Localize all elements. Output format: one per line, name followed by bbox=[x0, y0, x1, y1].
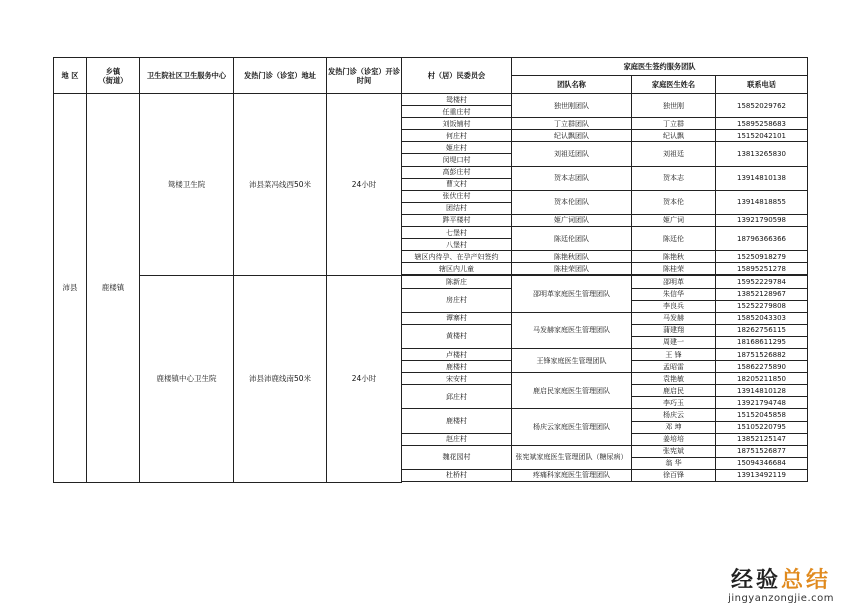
village-cell: 辖区内儿童 bbox=[402, 263, 512, 275]
phone-cell: 15852029762 bbox=[716, 94, 808, 118]
header-region: 地 区 bbox=[54, 58, 87, 94]
phone-cell: 18262756115 bbox=[716, 324, 808, 336]
doctor-cell: 翁 华 bbox=[632, 457, 716, 469]
village-cell: 鹿楼村 bbox=[402, 409, 512, 433]
team-name-cell: 丁立群团队 bbox=[512, 118, 632, 130]
header-team-section: 家庭医生签约服务团队 bbox=[512, 58, 808, 76]
village-cell: 高彭庄村 bbox=[402, 166, 512, 178]
phone-cell: 13913492119 bbox=[716, 469, 808, 481]
phone-cell: 15862275890 bbox=[716, 361, 808, 373]
doctor-cell: 朱信华 bbox=[632, 288, 716, 300]
doctor-cell: 杨庆云 bbox=[632, 409, 716, 421]
region-cell: 沛县 bbox=[54, 94, 87, 483]
phone-cell: 18205211850 bbox=[716, 373, 808, 385]
header-doctor-name: 家庭医生姓名 bbox=[632, 76, 716, 94]
village-cell: 八堡村 bbox=[402, 239, 512, 251]
phone-cell: 15952229784 bbox=[716, 276, 808, 288]
doctor-cell: 贺本志 bbox=[632, 166, 716, 190]
phone-cell: 15152045858 bbox=[716, 409, 808, 421]
phone-cell: 13813265830 bbox=[716, 142, 808, 166]
team-name-cell: 陈桂荣团队 bbox=[512, 263, 632, 275]
header-town: 乡镇 （街道） bbox=[87, 58, 140, 94]
town-cell: 鹿楼镇 bbox=[87, 94, 140, 483]
village-cell: 曹文村 bbox=[402, 178, 512, 190]
village-cell: 邱庄村 bbox=[402, 385, 512, 409]
doctor-cell: 贺本伦 bbox=[632, 190, 716, 214]
doctor-cell: 孟昭雷 bbox=[632, 361, 716, 373]
header-village-committee: 村（居）民委员会 bbox=[402, 58, 512, 94]
village-cell: 宋安村 bbox=[402, 373, 512, 385]
village-cell: 团结村 bbox=[402, 202, 512, 214]
phone-cell: 13852125147 bbox=[716, 433, 808, 445]
team-name-cell: 杨庆云家庭医生管理团队 bbox=[512, 409, 632, 445]
team-name-cell: 陈廷伦团队 bbox=[512, 227, 632, 251]
watermark-brand-b: 总结 bbox=[781, 568, 832, 593]
doctor-cell: 王 锋 bbox=[632, 348, 716, 360]
header-team-name: 团队名称 bbox=[512, 76, 632, 94]
village-cell: 谭寨村 bbox=[402, 312, 512, 324]
village-cell: 姬庄村 bbox=[402, 142, 512, 154]
team-name-cell: 王锋家庭医生管理团队 bbox=[512, 348, 632, 372]
header-phone: 联系电话 bbox=[716, 76, 808, 94]
doctor-cell: 蒲建翔 bbox=[632, 324, 716, 336]
village-cell: 辖区内待孕、在孕产妇签约 bbox=[402, 251, 512, 263]
village-cell: 房庄村 bbox=[402, 288, 512, 312]
phone-cell: 15852043303 bbox=[716, 312, 808, 324]
header-clinic-hours: 发热门诊（诊室）开诊时间 bbox=[327, 58, 402, 94]
center1-hours: 24小时 bbox=[327, 94, 402, 276]
team-name-cell: 马发赫家庭医生管理团队 bbox=[512, 312, 632, 348]
phone-cell: 13921794748 bbox=[716, 397, 808, 409]
village-cell: 七堡村 bbox=[402, 227, 512, 239]
team-name-cell: 纪认飘团队 bbox=[512, 130, 632, 142]
doctor-cell: 周建一 bbox=[632, 336, 716, 348]
village-cell: 何庄村 bbox=[402, 130, 512, 142]
center2-name: 鹿楼镇中心卫生院 bbox=[140, 276, 234, 482]
center2-address: 沛县沛鹿线南50米 bbox=[234, 276, 327, 482]
team-name-cell: 陈艳秋团队 bbox=[512, 251, 632, 263]
village-cell: 赵庄村 bbox=[402, 433, 512, 445]
doctor-cell: 姬广词 bbox=[632, 214, 716, 226]
team-name-cell: 张宪斌家庭医生管理团队（糖尿病） bbox=[512, 445, 632, 469]
doctor-cell: 姜培培 bbox=[632, 433, 716, 445]
phone-cell: 15152042101 bbox=[716, 130, 808, 142]
doctor-team-table bbox=[53, 57, 808, 483]
phone-cell: 15895251278 bbox=[716, 263, 808, 275]
doctor-cell: 李巧玉 bbox=[632, 397, 716, 409]
phone-cell: 18168611295 bbox=[716, 336, 808, 348]
doctor-cell: 刘祖廷 bbox=[632, 142, 716, 166]
team-name-cell: 贺本伦团队 bbox=[512, 190, 632, 214]
doctor-cell: 邵明革 bbox=[632, 276, 716, 288]
center1-address: 沛县菜冯线西50米 bbox=[234, 94, 327, 276]
doctor-cell: 陈廷伦 bbox=[632, 227, 716, 251]
watermark-url: jingyanzongjie.com bbox=[728, 593, 834, 604]
team-name-cell: 疼痛科家庭医生管理团队 bbox=[512, 469, 632, 481]
watermark-brand bbox=[728, 569, 834, 593]
phone-cell: 13914810128 bbox=[716, 385, 808, 397]
team-name-cell: 刘祖廷团队 bbox=[512, 142, 632, 166]
phone-cell: 13914818855 bbox=[716, 190, 808, 214]
village-cell: 黄楼村 bbox=[402, 324, 512, 348]
phone-cell: 18751526882 bbox=[716, 348, 808, 360]
doctor-cell: 李良兵 bbox=[632, 300, 716, 312]
watermark bbox=[728, 569, 834, 605]
village-cell: 跸平楼村 bbox=[402, 214, 512, 226]
spacer bbox=[402, 482, 808, 483]
doctor-cell: 纪认飘 bbox=[632, 130, 716, 142]
phone-cell: 15895258683 bbox=[716, 118, 808, 130]
watermark-brand-a: 经验 bbox=[731, 568, 782, 593]
phone-cell: 15252279808 bbox=[716, 300, 808, 312]
village-cell: 刘饭铺村 bbox=[402, 118, 512, 130]
village-cell: 鹿楼村 bbox=[402, 361, 512, 373]
village-cell: 张伏庄村 bbox=[402, 190, 512, 202]
village-cell: 陈新庄 bbox=[402, 276, 512, 288]
village-cell: 任重庄村 bbox=[402, 106, 512, 118]
doctor-cell: 陈桂荣 bbox=[632, 263, 716, 275]
doctor-cell: 鹿启民 bbox=[632, 385, 716, 397]
phone-cell: 15250918279 bbox=[716, 251, 808, 263]
village-cell: 魏花园村 bbox=[402, 445, 512, 469]
team-name-cell: 独世刚团队 bbox=[512, 94, 632, 118]
phone-cell: 13852128967 bbox=[716, 288, 808, 300]
village-cell: 卢楼村 bbox=[402, 348, 512, 360]
village-cell: 闵堤口村 bbox=[402, 154, 512, 166]
village-cell: 鸳楼村 bbox=[402, 94, 512, 106]
phone-cell: 15094346684 bbox=[716, 457, 808, 469]
village-cell: 杜桥村 bbox=[402, 469, 512, 481]
doctor-cell: 徐百锋 bbox=[632, 469, 716, 481]
team-name-cell: 鹿启民家庭医生管理团队 bbox=[512, 373, 632, 409]
doctor-cell: 张宪斌 bbox=[632, 445, 716, 457]
phone-cell: 18751526877 bbox=[716, 445, 808, 457]
phone-cell: 18796366366 bbox=[716, 227, 808, 251]
phone-cell: 13914810138 bbox=[716, 166, 808, 190]
team-name-cell: 邵明革家庭医生管理团队 bbox=[512, 276, 632, 312]
header-health-center: 卫生院社区卫生服务中心 bbox=[140, 58, 234, 94]
team-name-cell: 贺本志团队 bbox=[512, 166, 632, 190]
doctor-cell: 邓 坤 bbox=[632, 421, 716, 433]
center2-hours: 24小时 bbox=[327, 276, 402, 482]
doctor-cell: 丁立群 bbox=[632, 118, 716, 130]
phone-cell: 13921790598 bbox=[716, 214, 808, 226]
phone-cell: 15105220795 bbox=[716, 421, 808, 433]
header-clinic-address: 发热门诊（诊室）地址 bbox=[234, 58, 327, 94]
doctor-cell: 陈艳秋 bbox=[632, 251, 716, 263]
doctor-cell: 袁艳敏 bbox=[632, 373, 716, 385]
doctor-cell: 独世刚 bbox=[632, 94, 716, 118]
center1-name: 鸳楼卫生院 bbox=[140, 94, 234, 276]
team-name-cell: 姬广词团队 bbox=[512, 214, 632, 226]
doctor-cell: 马发赫 bbox=[632, 312, 716, 324]
